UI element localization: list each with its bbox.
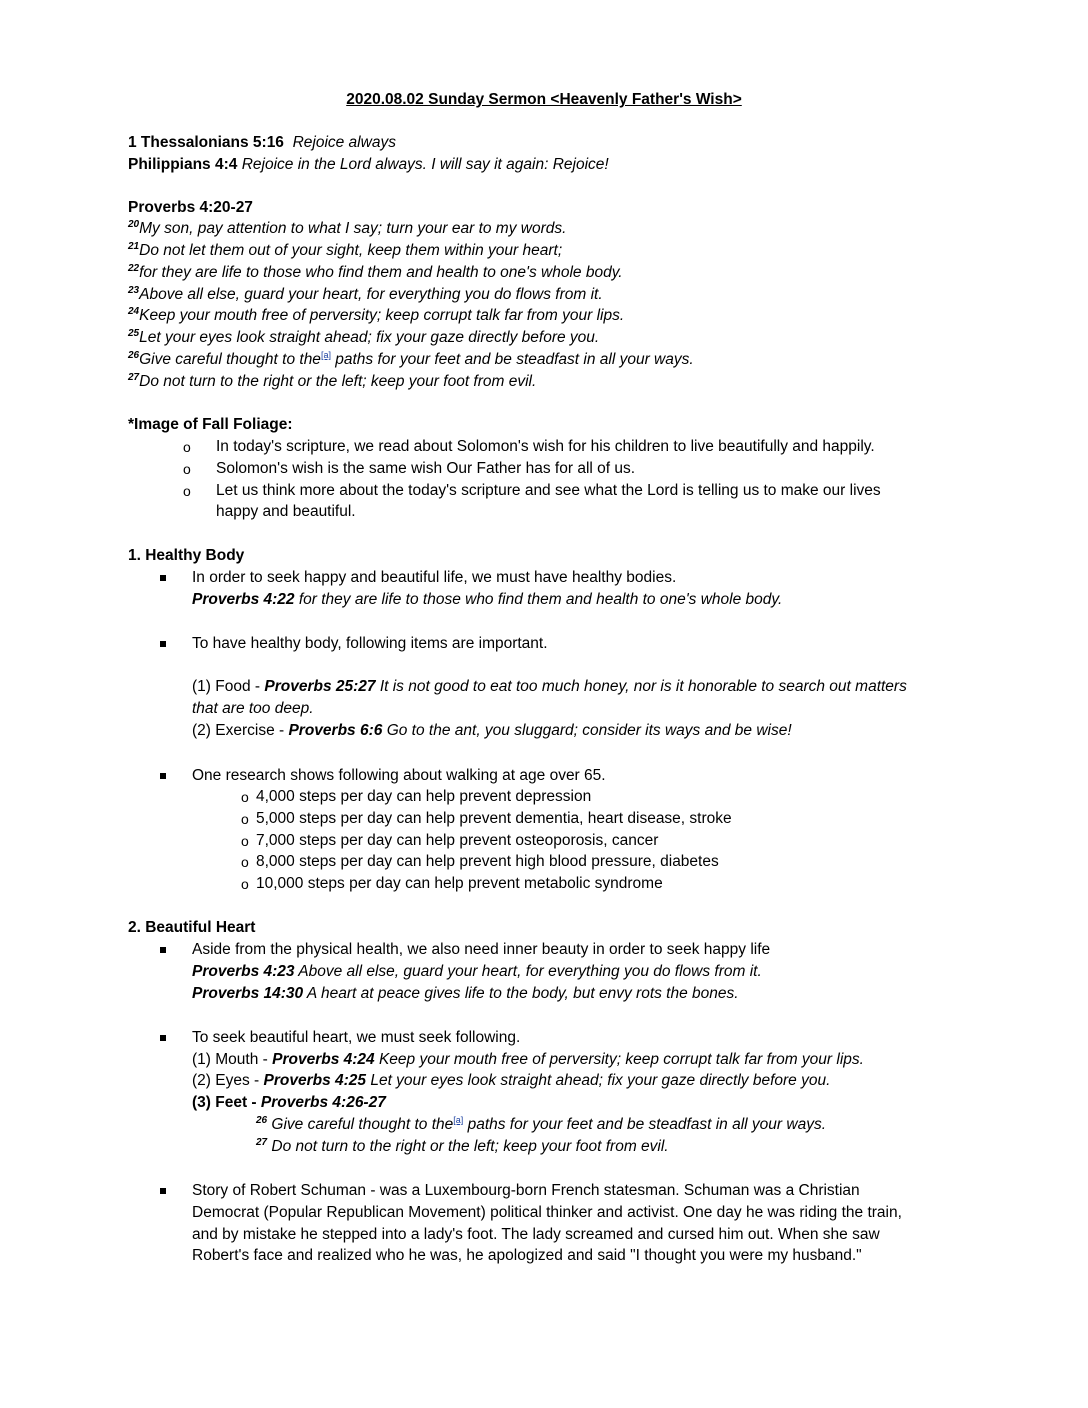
item-label: (3) Feet - bbox=[192, 1094, 261, 1111]
list-item: 7,000 steps per day can help prevent osteoporosis, cancer bbox=[256, 832, 659, 849]
page-title: 2020.08.02 Sunday Sermon <Heavenly Father's Wish> bbox=[346, 91, 742, 108]
paragraph: Aside from the physical health, we also need inner beauty in order to seek happy life bbox=[192, 941, 771, 958]
list-item: Solomon's wish is the same wish Our Father has for all of us. bbox=[216, 460, 636, 477]
verse-text: paths for your feet and be steadfast in all your ways. bbox=[463, 1116, 826, 1133]
list-item-continuation: happy and beautiful. bbox=[216, 503, 356, 520]
verse-number: 24 bbox=[128, 305, 140, 317]
scripture-ref: Proverbs 4:22 bbox=[192, 591, 295, 608]
scripture-text: Let your eyes look straight ahead; fix your gaze directly before you. bbox=[366, 1072, 831, 1089]
scripture-ref: Proverbs 25:27 bbox=[264, 678, 376, 695]
section-heading: 1. Healthy Body bbox=[128, 547, 245, 564]
verse-number: 26 bbox=[128, 349, 140, 361]
bullet-marker: o bbox=[241, 854, 249, 870]
verse-line bbox=[256, 1137, 669, 1157]
story-line: Democrat (Popular Republican Movement) political thinker and activist. One day he was riding the train, bbox=[192, 1204, 902, 1221]
bullet-marker: o bbox=[241, 876, 249, 892]
exercise-line bbox=[192, 721, 792, 741]
verse-text: Give careful thought to the bbox=[139, 351, 321, 368]
verse-number: 21 bbox=[128, 240, 140, 252]
section-heading: 2. Beautiful Heart bbox=[128, 919, 256, 936]
proverbs-heading: Proverbs 4:20-27 bbox=[128, 199, 253, 216]
bullet-marker: o bbox=[183, 439, 191, 455]
verse-line bbox=[128, 350, 694, 370]
verse-text: for they are life to those who find them and health to one's whole body. bbox=[139, 264, 623, 281]
paragraph: To have healthy body, following items are important. bbox=[192, 635, 548, 652]
verse-number: 22 bbox=[128, 262, 140, 274]
list-item: 5,000 steps per day can help prevent dementia, heart disease, stroke bbox=[256, 810, 732, 827]
list-item: 4,000 steps per day can help prevent depression bbox=[256, 788, 592, 805]
scripture-ref: Proverbs 4:25 bbox=[263, 1072, 367, 1089]
verse-text: Do not turn to the right or the left; keep your foot from evil. bbox=[267, 1138, 669, 1155]
verse-line bbox=[128, 219, 566, 239]
scripture-text: Above all else, guard your heart, for everything you do flows from it. bbox=[294, 963, 762, 980]
footnote-link[interactable]: [a] bbox=[453, 1114, 464, 1125]
scripture-ref: Proverbs 6:6 bbox=[288, 722, 383, 739]
verse-line bbox=[128, 306, 624, 326]
verse-line bbox=[128, 285, 603, 305]
list-item: 10,000 steps per day can help prevent metabolic syndrome bbox=[256, 875, 663, 892]
list-item: 8,000 steps per day can help prevent high blood pressure, diabetes bbox=[256, 853, 719, 870]
verse-text: Do not turn to the right or the left; keep your foot from evil. bbox=[139, 373, 537, 390]
bullet-marker: o bbox=[183, 483, 191, 499]
scripture-text: Rejoice always bbox=[292, 134, 396, 151]
image-section-heading: *Image of Fall Foliage: bbox=[128, 416, 293, 433]
verse-text: Keep your mouth free of perversity; keep corrupt talk far from your lips. bbox=[139, 307, 625, 324]
verse-number: 25 bbox=[128, 327, 140, 339]
verse-line bbox=[128, 263, 623, 283]
bullet-square bbox=[160, 1188, 166, 1194]
item-label: (2) Eyes - bbox=[192, 1072, 264, 1089]
item-label: (2) Exercise - bbox=[192, 722, 289, 739]
scripture-line bbox=[192, 984, 739, 1004]
scripture-ref: Proverbs 4:24 bbox=[272, 1051, 375, 1068]
scripture-text: Go to the ant, you sluggard; consider its ways and be wise! bbox=[382, 722, 792, 739]
intro-line bbox=[128, 155, 609, 175]
bullet-marker: o bbox=[241, 811, 249, 827]
story-line: Robert's face and realized who he was, he apologized and said "I thought you were my husband." bbox=[192, 1247, 862, 1264]
verse-number: 23 bbox=[128, 284, 140, 296]
verse-number: 20 bbox=[128, 218, 140, 230]
bullet-square bbox=[160, 773, 166, 779]
item-label: (1) Mouth - bbox=[192, 1051, 273, 1068]
scripture-ref: 1 Thessalonians 5:16 bbox=[128, 134, 284, 151]
scripture-text: for they are life to those who find them and health to one's whole body. bbox=[294, 591, 783, 608]
bullet-square bbox=[160, 947, 166, 953]
verse-line bbox=[128, 241, 562, 261]
footnote-link[interactable]: [a] bbox=[320, 349, 331, 360]
verse-text: Do not let them out of your sight, keep them within your heart; bbox=[139, 242, 563, 259]
verse-number: 26 bbox=[256, 1114, 268, 1126]
verse-text: paths for your feet and be steadfast in all your ways. bbox=[330, 351, 694, 368]
verse-text: My son, pay attention to what I say; turn your ear to my words. bbox=[139, 220, 567, 237]
verse-line bbox=[128, 328, 599, 348]
story-line: Story of Robert Schuman - was a Luxembourg-born French statesman. Schuman was a Christian bbox=[192, 1182, 860, 1199]
paragraph: To seek beautiful heart, we must seek following. bbox=[192, 1029, 521, 1046]
verse-text: Above all else, guard your heart, for everything you do flows from it. bbox=[139, 286, 603, 303]
paragraph: One research shows following about walking at age over 65. bbox=[192, 767, 606, 784]
list-item: In today's scripture, we read about Solomon's wish for his children to live beautifully and happily. bbox=[216, 438, 875, 455]
list-item: Let us think more about the today's scripture and see what the Lord is telling us to make our lives bbox=[216, 482, 881, 499]
scripture-line bbox=[192, 590, 782, 610]
bullet-square bbox=[160, 641, 166, 647]
scripture-text: A heart at peace gives life to the body, but envy rots the bones. bbox=[303, 985, 739, 1002]
paragraph: In order to seek happy and beautiful life, we must have healthy bodies. bbox=[192, 569, 677, 586]
scripture-continuation: that are too deep. bbox=[192, 700, 314, 717]
scripture-line bbox=[192, 962, 762, 982]
bullet-marker: o bbox=[183, 461, 191, 477]
item-label: (1) Food - bbox=[192, 678, 265, 695]
verse-text: Let your eyes look straight ahead; fix your gaze directly before you. bbox=[139, 329, 600, 346]
verse-number: 27 bbox=[256, 1136, 268, 1148]
scripture-ref: Proverbs 4:23 bbox=[192, 963, 295, 980]
intro-line bbox=[128, 133, 396, 153]
verse-line bbox=[128, 372, 536, 392]
scripture-ref: Proverbs 4:26-27 bbox=[260, 1094, 386, 1111]
bullet-square bbox=[160, 575, 166, 581]
scripture-text: Keep your mouth free of perversity; keep corrupt talk far from your lips. bbox=[374, 1051, 864, 1068]
story-line: and by mistake he stepped into a lady's foot. The lady screamed and cursed him out. When she saw bbox=[192, 1226, 880, 1243]
verse-line bbox=[256, 1115, 826, 1135]
feet-line bbox=[192, 1093, 386, 1113]
food-line bbox=[192, 677, 907, 697]
verse-text: Give careful thought to the bbox=[267, 1116, 454, 1133]
bullet-marker: o bbox=[241, 833, 249, 849]
scripture-text: It is not good to eat too much honey, nor is it honorable to search out matters bbox=[375, 678, 907, 695]
bullet-square bbox=[160, 1035, 166, 1041]
verse-number: 27 bbox=[128, 371, 140, 383]
mouth-line bbox=[192, 1050, 864, 1070]
bullet-marker: o bbox=[241, 789, 249, 805]
scripture-ref: Proverbs 14:30 bbox=[192, 985, 304, 1002]
eyes-line bbox=[192, 1071, 830, 1091]
scripture-text: Rejoice in the Lord always. I will say it again: Rejoice! bbox=[241, 156, 609, 173]
scripture-ref: Philippians 4:4 bbox=[128, 156, 238, 173]
